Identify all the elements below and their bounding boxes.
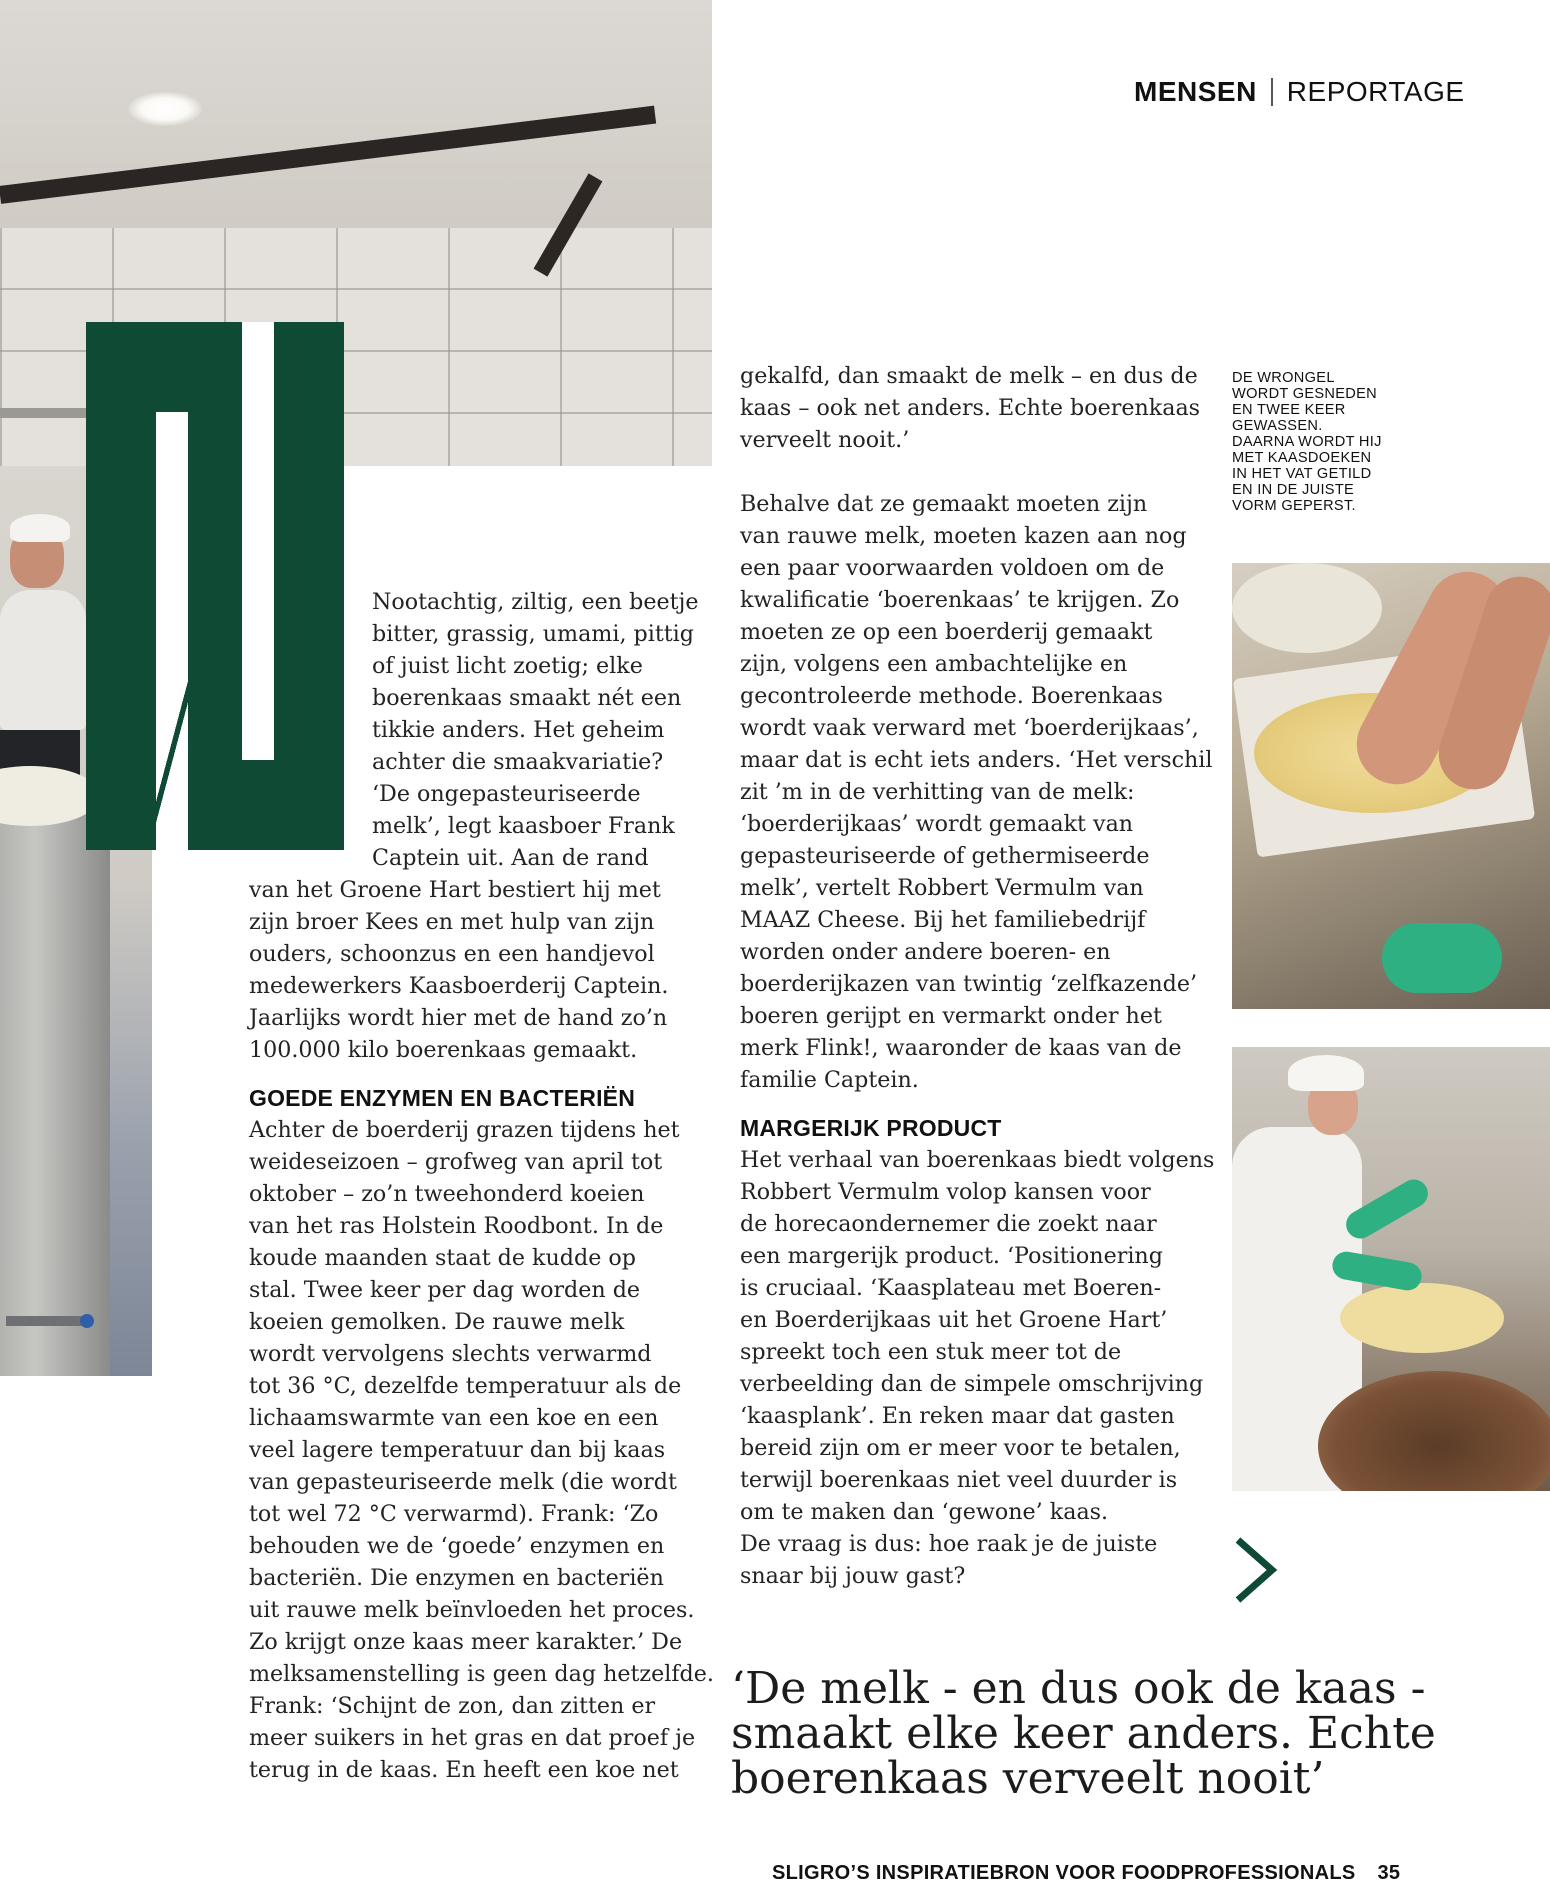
text-line: de horecaondernemer die zoekt naar: [740, 1211, 1157, 1237]
page-number: 35: [1377, 1862, 1401, 1884]
text-line: tot wel 72 °C verwarmd). Frank: ‘Zo: [249, 1501, 659, 1527]
text-line: boerderijkazen van twintig ‘zelfkazende’: [740, 971, 1198, 997]
caption-line: GEWASSEN.: [1232, 418, 1323, 434]
text-line: tikkie anders. Het geheim: [372, 717, 665, 743]
caption-line: IN HET VAT GETILD: [1232, 466, 1372, 482]
text-line: van het ras Holstein Roodbont. In de: [249, 1213, 664, 1239]
text-line: Frank: ‘Schijnt de zon, dan zitten er: [249, 1693, 656, 1719]
text-line: ‘kaasplank’. En reken maar dat gasten: [740, 1403, 1175, 1429]
text-line: lichaamswarmte van een koe en een: [249, 1405, 659, 1431]
text-line: Nootachtig, ziltig, een beetje: [372, 589, 699, 615]
text-line: kaas – ook net anders. Echte boerenkaas: [740, 395, 1201, 421]
section-header: [1134, 74, 1465, 110]
text-line: zit ’m in de verhitting van de melk:: [740, 779, 1135, 805]
text-line: wordt vervolgens slechts verwarmd: [249, 1341, 652, 1367]
text-line: Achter de boerderij grazen tijdens het: [249, 1117, 680, 1143]
pull-quote: [731, 1663, 1436, 1804]
text-line: moeten ze op een boerderij gemaakt: [740, 619, 1153, 645]
text-line: koude maanden staat de kudde op: [249, 1245, 636, 1271]
cheesemaker-photo: [1232, 1047, 1550, 1491]
text-line: ‘boerderijkaas’ wordt gemaakt van: [740, 811, 1134, 837]
text-line: meer suikers in het gras en dat proef je: [249, 1725, 696, 1751]
text-line: zijn, volgens een ambachtelijke en: [740, 651, 1128, 677]
text-line: 100.000 kilo boerenkaas gemaakt.: [249, 1037, 638, 1063]
text-line: oktober – zo’n tweehonderd koeien: [249, 1181, 645, 1207]
text-line: maar dat is echt iets anders. ‘Het verschil: [740, 747, 1213, 773]
text-line: De vraag is dus: hoe raak je de juiste: [740, 1531, 1158, 1557]
text-line: Het verhaal van boerenkaas biedt volgens: [740, 1147, 1215, 1173]
text-line: weideseizoen – grofweg van april tot: [249, 1149, 663, 1175]
text-line: MAAZ Cheese. Bij het familiebedrijf: [740, 907, 1146, 933]
text-line: kwalificatie ‘boerenkaas’ te krijgen. Zo: [740, 587, 1180, 613]
caption-line: VORM GEPERST.: [1232, 498, 1356, 514]
quote-line: ‘De melk - en dus ook de kaas -: [731, 1663, 1426, 1714]
footer-tagline: SLIGRO’S INSPIRATIEBRON VOOR FOODPROFESSIONALS: [772, 1862, 1356, 1884]
intro-paragraph: [372, 586, 699, 874]
text-line: terwijl boerenkaas niet veel duurder is: [740, 1467, 1178, 1493]
text-line: veel lagere temperatuur dan bij kaas: [249, 1437, 666, 1463]
chevron-right-icon[interactable]: [1230, 1536, 1280, 1604]
text-line: stal. Twee keer per dag worden de: [249, 1277, 641, 1303]
text-line: terug in de kaas. En heeft een koe net: [249, 1757, 679, 1783]
text-line: koeien gemolken. De rauwe melk: [249, 1309, 625, 1335]
text-line: ‘De ongepasteuriseerde: [372, 781, 641, 807]
text-line: van rauwe melk, moeten kazen aan nog: [740, 523, 1187, 549]
text-line: merk Flink!, waaronder de kaas van de: [740, 1035, 1182, 1061]
text-line: bitter, grassig, umami, pittig: [372, 621, 694, 647]
photo-caption: [1232, 370, 1382, 514]
text-line: ouders, schoonzus en een handjevol: [249, 941, 655, 967]
drop-cap-letter: [86, 322, 87, 323]
subsection-label: REPORTAGE: [1286, 76, 1465, 107]
curd-pressing-photo: [1232, 563, 1550, 1009]
caption-line: MET KAASDOEKEN: [1232, 450, 1372, 466]
drop-cap: [86, 322, 344, 850]
text-line: tot 36 °C, dezelfde temperatuur als de: [249, 1373, 682, 1399]
text-line: verbeelding dan de simpele omschrijving: [740, 1371, 1204, 1397]
text-line: Captein uit. Aan de rand: [372, 845, 649, 871]
text-line: familie Captein.: [740, 1067, 919, 1093]
header-divider: [1271, 78, 1273, 106]
text-line: van het Groene Hart bestiert hij met: [249, 877, 661, 903]
text-line: medewerkers Kaasboerderij Captein.: [249, 973, 669, 999]
text-line: Zo krijgt onze kaas meer karakter.’ De: [249, 1629, 683, 1655]
section-label: MENSEN: [1134, 76, 1257, 107]
text-line: spreekt toch een stuk meer tot de: [740, 1339, 1122, 1365]
text-line: is cruciaal. ‘Kaasplateau met Boeren-: [740, 1275, 1162, 1301]
column-1: [249, 874, 714, 1786]
text-line: Robbert Vermulm volop kansen voor: [740, 1179, 1151, 1205]
text-line: melksamenstelling is geen dag hetzelfde.: [249, 1661, 714, 1687]
text-line: melk’, vertelt Robbert Vermulm van: [740, 875, 1144, 901]
text-line: bereid zijn om er meer voor te betalen,: [740, 1435, 1181, 1461]
text-line: gepasteuriseerde of gethermiseerde: [740, 843, 1150, 869]
caption-line: DAARNA WORDT HIJ: [1232, 434, 1382, 450]
text-line: om te maken dan ‘gewone’ kaas.: [740, 1499, 1109, 1525]
text-line: van gepasteuriseerde melk (die wordt: [249, 1469, 677, 1495]
subheading-margin: MARGERIJK PRODUCT: [740, 1115, 1002, 1141]
text-line: behouden we de ‘goede’ enzymen en: [249, 1533, 665, 1559]
quote-line: boerenkaas verveelt nooit’: [731, 1753, 1325, 1804]
column-2: [740, 360, 1214, 1592]
caption-line: WORDT GESNEDEN: [1232, 386, 1378, 402]
caption-line: DE WRONGEL: [1232, 370, 1335, 386]
caption-line: EN IN DE JUISTE: [1232, 482, 1355, 498]
text-line: bacteriën. Die enzymen en bacteriën: [249, 1565, 664, 1591]
quote-line: smaakt elke keer anders. Echte: [731, 1708, 1436, 1759]
text-line: boeren gerijpt en vermarkt onder het: [740, 1003, 1162, 1029]
text-line: snaar bij jouw gast?: [740, 1563, 966, 1589]
text-line: wordt vaak verward met ‘boerderijkaas’,: [740, 715, 1199, 741]
text-line: verveelt nooit.’: [740, 427, 910, 453]
text-line: uit rauwe melk beïnvloeden het proces.: [249, 1597, 695, 1623]
text-line: of juist licht zoetig; elke: [372, 653, 643, 679]
text-line: Behalve dat ze gemaakt moeten zijn: [740, 491, 1148, 517]
text-line: worden onder andere boeren- en: [740, 939, 1111, 965]
text-line: achter die smaakvariatie?: [372, 749, 664, 775]
text-line: een paar voorwaarden voldoen om de: [740, 555, 1165, 581]
text-line: boerenkaas smaakt nét een: [372, 685, 682, 711]
text-line: en Boerderijkaas uit het Groene Hart’: [740, 1307, 1168, 1333]
page-footer: [772, 1862, 1400, 1884]
text-line: gecontroleerde methode. Boerenkaas: [740, 683, 1163, 709]
text-line: gekalfd, dan smaakt de melk – en dus de: [740, 363, 1198, 389]
text-line: Jaarlijks wordt hier met de hand zo’n: [249, 1005, 668, 1031]
paragraph-gap: [740, 456, 1214, 488]
text-line: een margerijk product. ‘Positionering: [740, 1243, 1163, 1269]
text-line: zijn broer Kees en met hulp van zijn: [249, 909, 655, 935]
subheading-enzymes: GOEDE ENZYMEN EN BACTERIËN: [249, 1085, 636, 1111]
caption-line: EN TWEE KEER: [1232, 402, 1346, 418]
text-line: melk’, legt kaasboer Frank: [372, 813, 675, 839]
